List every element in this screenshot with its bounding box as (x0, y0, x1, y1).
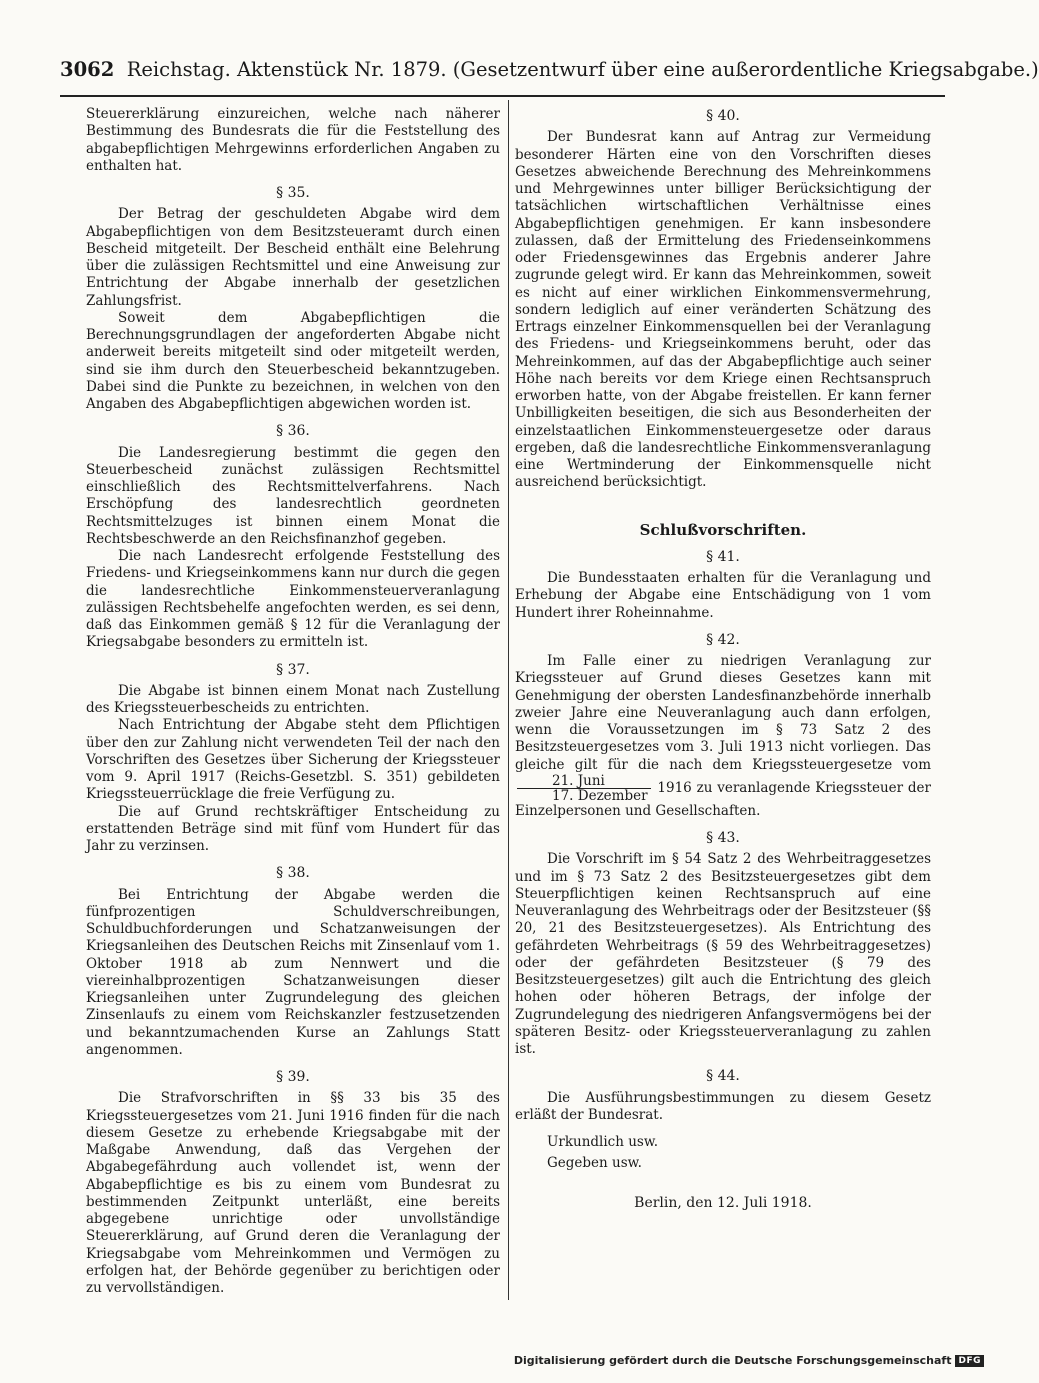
section-heading-37: § 37. (276, 661, 310, 678)
paragraph (515, 653, 931, 820)
section-heading-38: § 38. (276, 865, 310, 882)
section-title-final-provisions: Schlußvorschriften. (639, 520, 807, 539)
page-number: 3062 (60, 58, 115, 81)
paragraph-text: Im Falle einer zu niedrigen Veranlagung zur Kriegssteuer auf Grund dieses Gesetzes kann mit Genehmigung der obersten Landesfinanzbehörde innerhalb zweier Jahre eine Neuveranlagung auch dann erfolgen, wenn die Voraussetzungen im § 73 Satz 2 des Besitzsteuergesetzes vom 3. Juli 1913 nicht vorliegen. Das gleiche gilt für die nach dem Kriegssteuergesetze vom (515, 653, 931, 773)
paragraph: Der Betrag der geschuldeten Abgabe wird dem Abgabepflichtigen von dem Besitzsteueramt durch einen Bescheid mitgeteilt. Der Bescheid enthält eine Belehrung über die zulässigen Rechtsmittel und eine Anweisung zur Entrichtung der Abgabe innerhalb der gesetzlichen Zahlungsfrist. (86, 206, 500, 309)
paragraph: Die Abgabe ist binnen einem Monat nach Zustellung des Kriegssteuerbescheids zu entrichten. (86, 682, 500, 716)
paragraph: Soweit dem Abgabepflichtigen die Berechnungsgrundlagen der angeforderten Abgabe nicht anderweit bereits mitgeteilt sind oder mitgeteilt werden, sind sie ihm durch den Steuerbescheid bekanntzugeben. Dabei sind die Punkte zu bezeichnen, in welchen von den Angaben des Abgabepflichtigen abgewichen worden ist. (86, 309, 500, 412)
footer (514, 1354, 984, 1367)
dfg-logo-icon: DFG (955, 1355, 984, 1367)
header-rule (60, 95, 945, 97)
closing-formula (515, 1134, 931, 1173)
section-heading-40: § 40. (706, 108, 740, 124)
right-column (515, 106, 931, 1212)
section-heading-39: § 39. (276, 1069, 310, 1085)
section-heading-35: § 35. (276, 185, 310, 201)
section-heading-42: § 42. (706, 631, 740, 648)
page-header (60, 58, 1039, 92)
paragraph: Steuererklärung einzureichen, welche nach näherer Bestimmung des Bundesrats die für die Feststellung des abgabepflichtigen Mehrgewinns erforderlichen Angaben zu enthalten hat. (86, 106, 500, 174)
paragraph: Die auf Grund rechtskräftiger Entscheidung zu erstattenden Beträge sind mit fünf vom Hundert für das Jahr zu verzinsen. (86, 803, 500, 854)
paragraph: Bei Entrichtung der Abgabe werden die fünfprozentigen Schuldverschreibungen, Schuldbuchforderungen und Schatzanweisungen der Kriegsanleihen des Deutschen Reichs mit Zinsenlauf vom 1. Oktober 1918 ab zum Nennwert und die viereinhalbprozentigen Schatzanweisungen dieser Kriegsanleihen unter Zugrundelegung des gleichen Zinsenlaufs zu einem vom Reichskanzler festzusetzenden und bekanntzumachenden Kurse an Zahlungs Statt angenommen. (86, 886, 500, 1058)
section-heading-36: § 36. (276, 423, 310, 440)
header-title: Reichstag. Aktenstück Nr. 1879. (Gesetzentwurf über eine außerordentliche Kriegsabgabe.) (126, 58, 1039, 81)
paragraph-text: 1916 zu veranlagende Kriegssteuer der Einzelpersonen und Gesellschaften. (515, 779, 931, 819)
fraction-bottom: 17. Dezember (552, 787, 648, 804)
paragraph: Die Bundesstaaten erhalten für die Veranlagung und Erhebung der Abgabe eine Entschädigung von 1 vom Hundert ihrer Roheinnahme. (515, 570, 931, 621)
footer-text: Digitalisierung gefördert durch die Deutsche Forschungsgemeinschaft (513, 1354, 952, 1367)
closing-line: Urkundlich usw. (547, 1134, 659, 1150)
section-heading-41: § 41. (706, 548, 740, 565)
column-divider (508, 100, 509, 1300)
section-heading-44: § 44. (706, 1068, 740, 1085)
paragraph: Die Ausführungsbestimmungen zu diesem Gesetz erläßt der Bundesrat. (515, 1089, 931, 1123)
fraction-top: 21. Juni (517, 774, 651, 789)
closing-line: Gegeben usw. (547, 1155, 642, 1172)
paragraph: Die Landesregierung bestimmt die gegen den Steuerbescheid zunächst zulässigen Rechtsmittel einschließlich des Rechtsmittelverfahrens. Nach Erschöpfung des landesrechtlich geordneten Rechtsmittelzuges ist binnen einem Monat die Rechtsbeschwerde an den Reichsfinanzhof gegeben. (86, 444, 500, 547)
paragraph: Der Bundesrat kann auf Antrag zur Vermeidung besonderer Härten eine von den Vorschriften dieses Gesetzes abweichende Berechnung des Mehreinkommens und Mehrgewinnes unter billiger Berücksichtigung der tatsächlichen wirtschaftlichen Verhältnisse eines Abgabepflichtigen genehmigen. Er kann insbesondere zulassen, daß der Ermittelung des Friedenseinkommens oder Friedensgewinnes das Ergebnis anderer Jahre zugrunde gelegt wird. Er kann das Mehreinkommen, soweit es nicht auf einer wirklichen Einkommensvermehrung, sondern lediglich auf einer veränderten Schätzung des Ertrags einzelner Einkommensquellen bei der Veranlagung des Friedens- und Kriegseinkommens beruht, oder das Mehreinkommen, auf das der Abgabepflichtige auch seiner Höhe nach bereits vor dem Kriege einen Rechtsanspruch erworben hatte, von der Abgabe freistellen. Er kann ferner Unbilligkeiten beseitigen, die sich aus Besonderheiten der einzelstaatlichen Einkommensteuergesetze oder daraus ergeben, daß die landesrechtliche Einkommensveranlagung eine Wertminderung der Einkommensquelle nicht ausreichend berücksichtigt. (515, 129, 931, 491)
section-heading-43: § 43. (706, 830, 740, 846)
paragraph: Nach Entrichtung der Abgabe steht dem Pflichtigen über den zur Zahlung nicht verwendeten Teil der nach den Vorschriften des Gesetzes über Sicherung der Kriegssteuer vom 9. April 1917 (Reichs-Gesetzbl. S. 351) gebildeten Kriegssteuerrücklage die freie Verfügung zu. (86, 717, 500, 803)
left-column (86, 106, 500, 1297)
paragraph: Die Strafvorschriften in §§ 33 bis 35 des Kriegssteuergesetzes vom 21. Juni 1916 finden für die nach diesem Gesetze zu erhebende Kriegsabgabe mit der Maßgabe Anwendung, daß das Vergehen der Abgabegefährdung auch vollendet ist, wenn der Abgabepflichtige es bis zu einem vom Bundesrat zu bestimmenden Zeitpunkt unterläßt, eine bereits abgegebene unrichtige oder unvollständige Steuererklärung, auf Grund deren die Veranlagung der Kriegsabgabe vom Mehreinkommen und Vermögen zu erfolgen hat, der Behörde gegenüber zu berichtigen oder zu vervollständigen. (86, 1090, 500, 1296)
paragraph: Die nach Landesrecht erfolgende Feststellung des Friedens- und Kriegseinkommens kann nur durch die gegen die landesrechtliche Einkommensteuerveranlagung zulässigen Rechtsbehelfe angefochten werden, es sei denn, daß das Einkommen gemäß § 12 für die Veranlagung der Kriegsabgabe besonders zu ermitteln ist. (86, 548, 500, 651)
place-date: Berlin, den 12. Juli 1918. (634, 1194, 812, 1211)
date-fraction (517, 774, 651, 803)
paragraph: Die Vorschrift im § 54 Satz 2 des Wehrbeitraggesetzes und im § 73 Satz 2 des Besitzsteuergesetzes gibt dem Steuerpflichtigen keinen Rechtsanspruch auf eine Neuveranlagung des Wehrbeitrags oder der Besitzsteuer (§§ 20, 21 des Besitzsteuergesetzes). Als Entrichtung des gefährdeten Wehrbeitrags (§ 59 des Wehrbeitraggesetzes) oder der gefährdeten Besitzsteuer (§ 79 des Besitzsteuergesetzes) gilt auch die Entrichtung des gleich hohen oder höheren Betrags, der infolge der Zugrundelegung des niedrigeren Anfangsvermögens bei der späteren Besitz- oder Kriegssteuerveranlagung zu zahlen ist. (515, 851, 931, 1057)
